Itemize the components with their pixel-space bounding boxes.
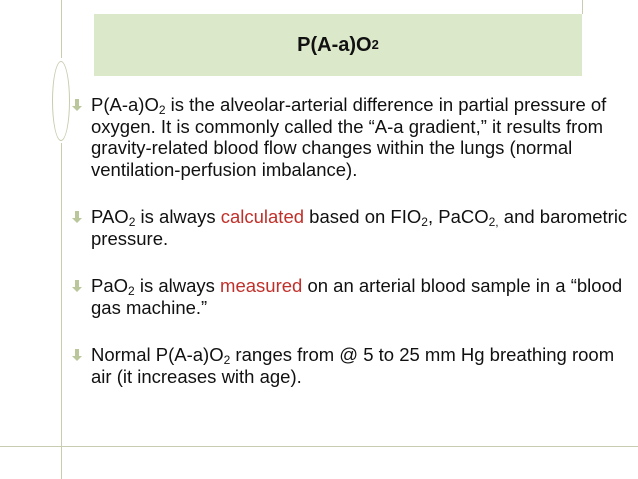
bullet-text: is the alveolar-arterial difference in partial pressure of oxygen. It is commonly called the “A-a gradient,” it results from gravity-related blood flow changes within the lungs (normal ventilation-perfusion imbalance).	[91, 94, 607, 180]
frame-line-left-lower	[61, 143, 62, 479]
bullet-text: is always	[135, 206, 221, 227]
bullet-text: ranges from @ 5 to 25 mm Hg breathing room air (it increases with age).	[91, 344, 615, 387]
bullet-item-pao2-measured	[72, 275, 632, 318]
bullet-item-pao2-calculated	[72, 206, 632, 249]
subscript: 2,	[488, 215, 499, 229]
bullet-text: P(A-a)O	[91, 94, 159, 115]
bullet-item-normal-range	[72, 344, 632, 387]
bullet-text: and barometric pressure.	[91, 206, 628, 249]
bullet-text: based on FIO	[304, 206, 422, 227]
bullet-text: , PaCO	[427, 206, 489, 227]
arrow-bullet-icon	[72, 349, 82, 361]
slide-title: P(A-a)O 2	[94, 14, 582, 76]
bullet-text: PAO	[91, 206, 129, 227]
subscript: 2	[421, 215, 428, 229]
subscript: 2	[158, 103, 166, 117]
highlight-calculated: calculated	[220, 206, 305, 227]
bullet-text: on an arterial blood sample in a “blood gas machine.”	[91, 275, 623, 318]
decorative-oval	[52, 61, 70, 141]
arrow-bullet-icon	[72, 211, 82, 223]
subscript: 2	[128, 215, 136, 229]
title-text: P(A-a)O	[297, 33, 372, 56]
arrow-bullet-icon	[72, 280, 82, 292]
bullet-text: Normal P(A-a)O	[91, 344, 224, 365]
bullet-text: is always	[134, 275, 221, 296]
frame-line-bottom	[0, 446, 638, 447]
subscript: 2	[223, 353, 231, 367]
subscript: 2	[128, 284, 135, 298]
bullet-text: PaO	[91, 275, 129, 296]
bullet-list	[72, 94, 632, 413]
bullet-item-gradient-definition	[72, 94, 632, 180]
frame-line-left	[61, 0, 62, 58]
frame-line-right	[582, 0, 583, 14]
arrow-bullet-icon	[72, 99, 82, 111]
highlight-measured: measured	[220, 275, 303, 296]
